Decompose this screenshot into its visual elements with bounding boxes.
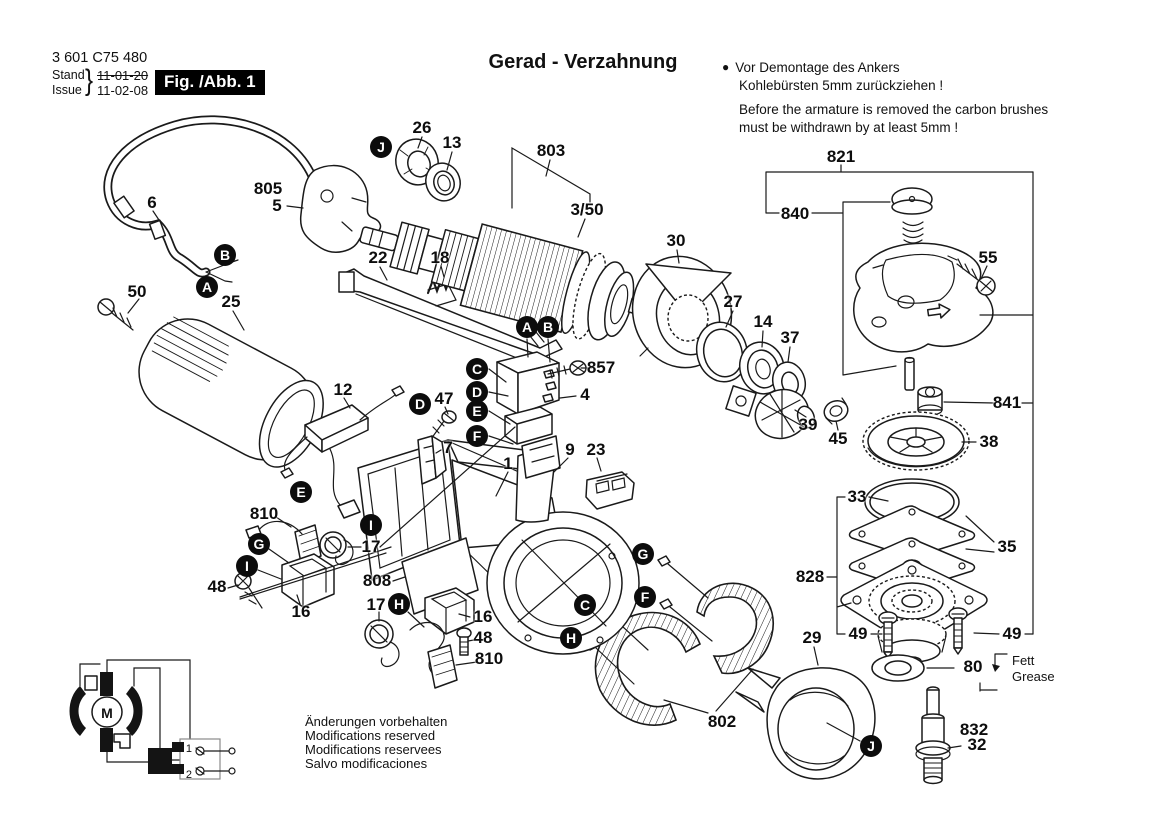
note-de-line2: Kohlebürsten 5mm zurückziehen !: [739, 78, 944, 93]
part-label-13: 13: [442, 133, 462, 152]
letter-marker-J: J: [370, 136, 392, 158]
part-brush-cap-17-left: [320, 532, 353, 565]
part-label-32: 32: [967, 735, 987, 754]
part-label-17: 17: [366, 595, 386, 614]
part-label-49: 49: [848, 624, 868, 643]
letter-marker-I: I: [360, 514, 382, 536]
part-label-35: 35: [997, 537, 1017, 556]
part-label-16: 16: [291, 602, 311, 621]
part-label-840: 840: [780, 204, 810, 223]
footer-line: Salvo modificaciones: [305, 756, 428, 771]
part-field-coil-802-right: [697, 583, 773, 673]
part-label-80: 80: [963, 657, 983, 676]
part-label-1: 1: [503, 454, 513, 473]
note-en-line2: must be withdrawn by at least 5mm !: [739, 120, 959, 135]
issue-date: 11-02-08: [97, 83, 149, 98]
footer-line: Modifications reserved: [305, 728, 436, 743]
part-motor-housing-1: [358, 440, 639, 654]
letter-marker-D: D: [409, 393, 431, 415]
part-label-841: 841: [992, 393, 1022, 412]
part-screw-50: [98, 299, 133, 330]
part-label-23: 23: [586, 440, 606, 459]
part-label-49: 49: [1002, 624, 1022, 643]
letter-marker-A: A: [516, 316, 538, 338]
stand-issue-dates: [97, 68, 148, 98]
bullet-icon: ●: [722, 60, 730, 74]
letter-marker-D: D: [466, 381, 488, 403]
stand-issue-labels: [52, 68, 85, 98]
part-label-810: 810: [474, 649, 504, 668]
part-label-48: 48: [473, 628, 493, 647]
stand-date-struck: 11-01-20: [97, 68, 149, 83]
part-label-6: 6: [147, 193, 157, 212]
part-label-857: 857: [586, 358, 616, 377]
part-label-5: 5: [272, 196, 282, 215]
part-label-3-50: 3/50: [570, 200, 604, 219]
part-label-803: 803: [536, 141, 566, 160]
part-spindle-32: [916, 687, 950, 784]
document-part-number: 3 601 C75 480: [52, 50, 148, 66]
part-brush-cap-17-bottom: [365, 620, 399, 666]
part-label-30: 30: [666, 231, 686, 250]
part-label-37: 37: [780, 328, 800, 347]
part-washer-80: [872, 655, 924, 681]
grease-de: Fett: [1012, 653, 1035, 668]
letter-marker-C: C: [466, 358, 488, 380]
grease-en: Grease: [1012, 669, 1055, 684]
part-label-25: 25: [221, 292, 241, 311]
part-gear-housing-840: [854, 188, 993, 415]
issue-label: Issue: [52, 83, 82, 97]
footer-line: Änderungen vorbehalten: [305, 714, 448, 729]
part-label-38: 38: [979, 432, 999, 451]
part-label-4: 4: [580, 385, 590, 404]
part-switch-slider-23: [586, 472, 634, 509]
part-label-12: 12: [333, 380, 353, 399]
note-de-line1: Vor Demontage des Ankers: [735, 60, 900, 75]
part-baffle-29: [736, 668, 875, 779]
modifications-note: [305, 715, 447, 771]
part-label-39: 39: [798, 415, 818, 434]
part-label-828: 828: [795, 567, 825, 586]
letter-marker-G: G: [248, 533, 270, 555]
part-motor-cap-25: [124, 303, 338, 479]
part-label-18: 18: [430, 248, 450, 267]
letter-marker-C: C: [574, 594, 596, 616]
part-label-33: 33: [847, 487, 867, 506]
letter-marker-E: E: [290, 481, 312, 503]
terminal-1-label: 1: [185, 743, 192, 755]
part-label-55: 55: [978, 248, 998, 267]
grease-note: [1012, 653, 1055, 685]
letter-marker-H: H: [560, 627, 582, 649]
part-label-45: 45: [828, 429, 848, 448]
part-screw-47: [431, 411, 456, 439]
part-screw-48-bottom: [457, 628, 471, 655]
part-label-48: 48: [207, 577, 227, 596]
page-title: Gerad - Verzahnung: [488, 51, 678, 73]
part-label-7: 7: [443, 438, 453, 457]
part-label-17: 17: [361, 537, 381, 556]
letter-marker-F: F: [634, 586, 656, 608]
part-crown-gear-38: [863, 412, 969, 470]
stand-label: Stand: [52, 68, 85, 82]
part-label-802: 802: [707, 712, 737, 731]
part-label-810: 810: [249, 504, 279, 523]
part-label-29: 29: [802, 628, 822, 647]
footer-line: Modifications reservees: [305, 742, 442, 757]
letter-marker-G: G: [632, 543, 654, 565]
letter-marker-I: I: [236, 555, 258, 577]
letter-marker-J: J: [860, 735, 882, 757]
letter-marker-A: A: [196, 276, 218, 298]
part-brush-holder-16-bottom: [425, 588, 474, 634]
part-label-50: 50: [127, 282, 147, 301]
letter-marker-H: H: [388, 593, 410, 615]
part-label-808: 808: [362, 571, 392, 590]
terminal-2-label: 2: [185, 769, 192, 781]
letter-marker-E: E: [466, 400, 488, 422]
brush-warning-note: [722, 58, 1048, 137]
part-armature-803: [350, 193, 683, 361]
part-label-22: 22: [368, 248, 388, 267]
note-en-line1: Before the armature is removed the carbon brushes: [739, 102, 1049, 117]
part-label-47: 47: [434, 389, 454, 408]
part-label-27: 27: [723, 292, 743, 311]
grease-arrowhead: [992, 664, 1000, 672]
letter-marker-B: B: [214, 244, 236, 266]
figure-label-box: Fig. /Abb. 1: [155, 70, 265, 95]
motor-symbol: M: [101, 705, 113, 721]
part-label-821: 821: [826, 147, 856, 166]
part-label-26: 26: [412, 118, 432, 137]
part-label-805: 805: [253, 179, 283, 198]
brace-glyph: }: [85, 64, 94, 97]
motor-circuit-schematic: [70, 660, 236, 781]
part-label-9: 9: [565, 440, 575, 459]
part-label-14: 14: [753, 312, 773, 331]
letter-marker-F: F: [466, 425, 488, 447]
letter-marker-B: B: [537, 316, 559, 338]
part-label-832: 832: [959, 720, 989, 739]
part-label-16: 16: [473, 607, 493, 626]
part-screw-49-right: [949, 608, 967, 654]
